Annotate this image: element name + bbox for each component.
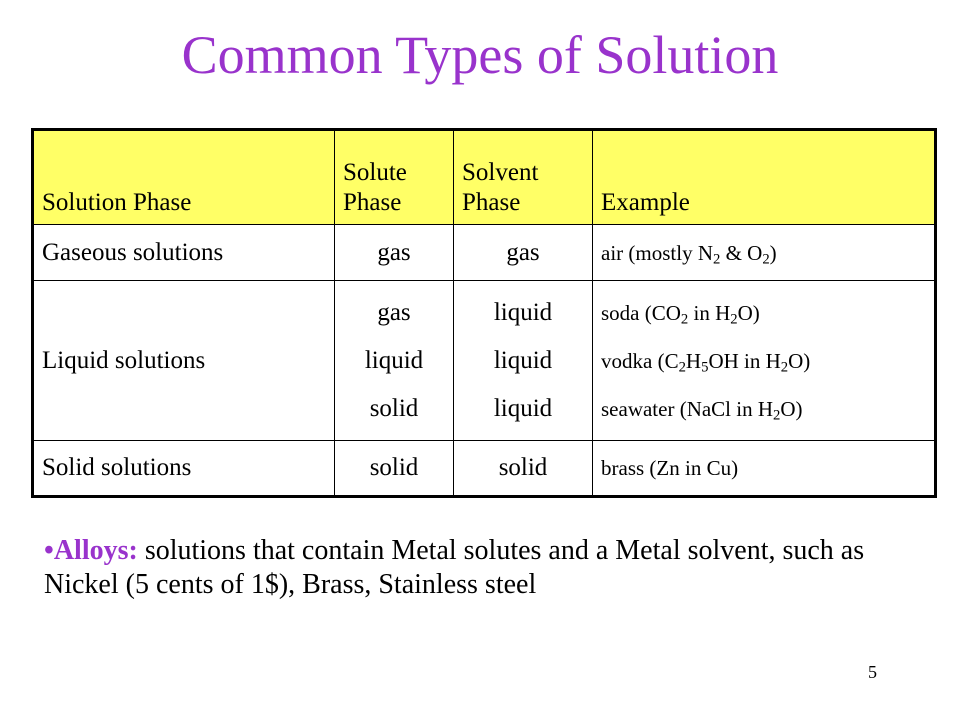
example-cell (593, 281, 936, 441)
example-value: seawater (NaCl in $H_2O$) (601, 396, 803, 424)
solute-value: liquid (364, 346, 424, 374)
alloys-text: solutions that contain Metal solutes and a Metal solvent, such as Nickel (5 cents of 1$), Brass, Stainless steel (44, 535, 865, 600)
solvent-cell: solid (454, 441, 593, 497)
header-solvent-phase: Solvent Phase (454, 130, 593, 225)
header-solution-phase: Solution Phase (33, 130, 335, 225)
header-solute-phase: Solute Phase (335, 130, 454, 225)
solvent-value: liquid (493, 394, 553, 422)
table-row (33, 281, 936, 441)
phase-cell: Liquid solutions (33, 281, 335, 441)
solute-value: gas (377, 298, 411, 326)
example-cell: air (mostly $N_2$ & $O_2$) (593, 225, 936, 281)
solvent-value: liquid (493, 298, 553, 326)
phase-cell: Solid solutions (33, 441, 335, 497)
example-value: soda ($CO_2$ in $H_2O$) (601, 300, 760, 328)
solvent-value: liquid (493, 346, 553, 374)
table-row (33, 441, 936, 497)
solute-cell (335, 281, 454, 441)
bullet-point: • (44, 535, 54, 566)
solute-cell: gas (335, 225, 454, 281)
table-row (33, 225, 936, 281)
example-value: vodka ($C_2H_5OH$ in $H_2O$) (601, 348, 811, 376)
alloys-note (44, 534, 914, 602)
page-number: 5 (868, 662, 877, 682)
solute-value: solid (369, 394, 419, 422)
table-header-row (33, 130, 936, 225)
solute-cell: solid (335, 441, 454, 497)
example-cell: brass (Zn in Cu) (593, 441, 936, 497)
header-example: Example (593, 130, 936, 225)
solvent-cell: gas (454, 225, 593, 281)
solution-types-table (31, 128, 937, 498)
solvent-cell (454, 281, 593, 441)
slide-title: Common Types of Solution (181, 25, 779, 85)
alloys-label: Alloys: (53, 535, 138, 566)
phase-cell: Gaseous solutions (33, 225, 335, 281)
